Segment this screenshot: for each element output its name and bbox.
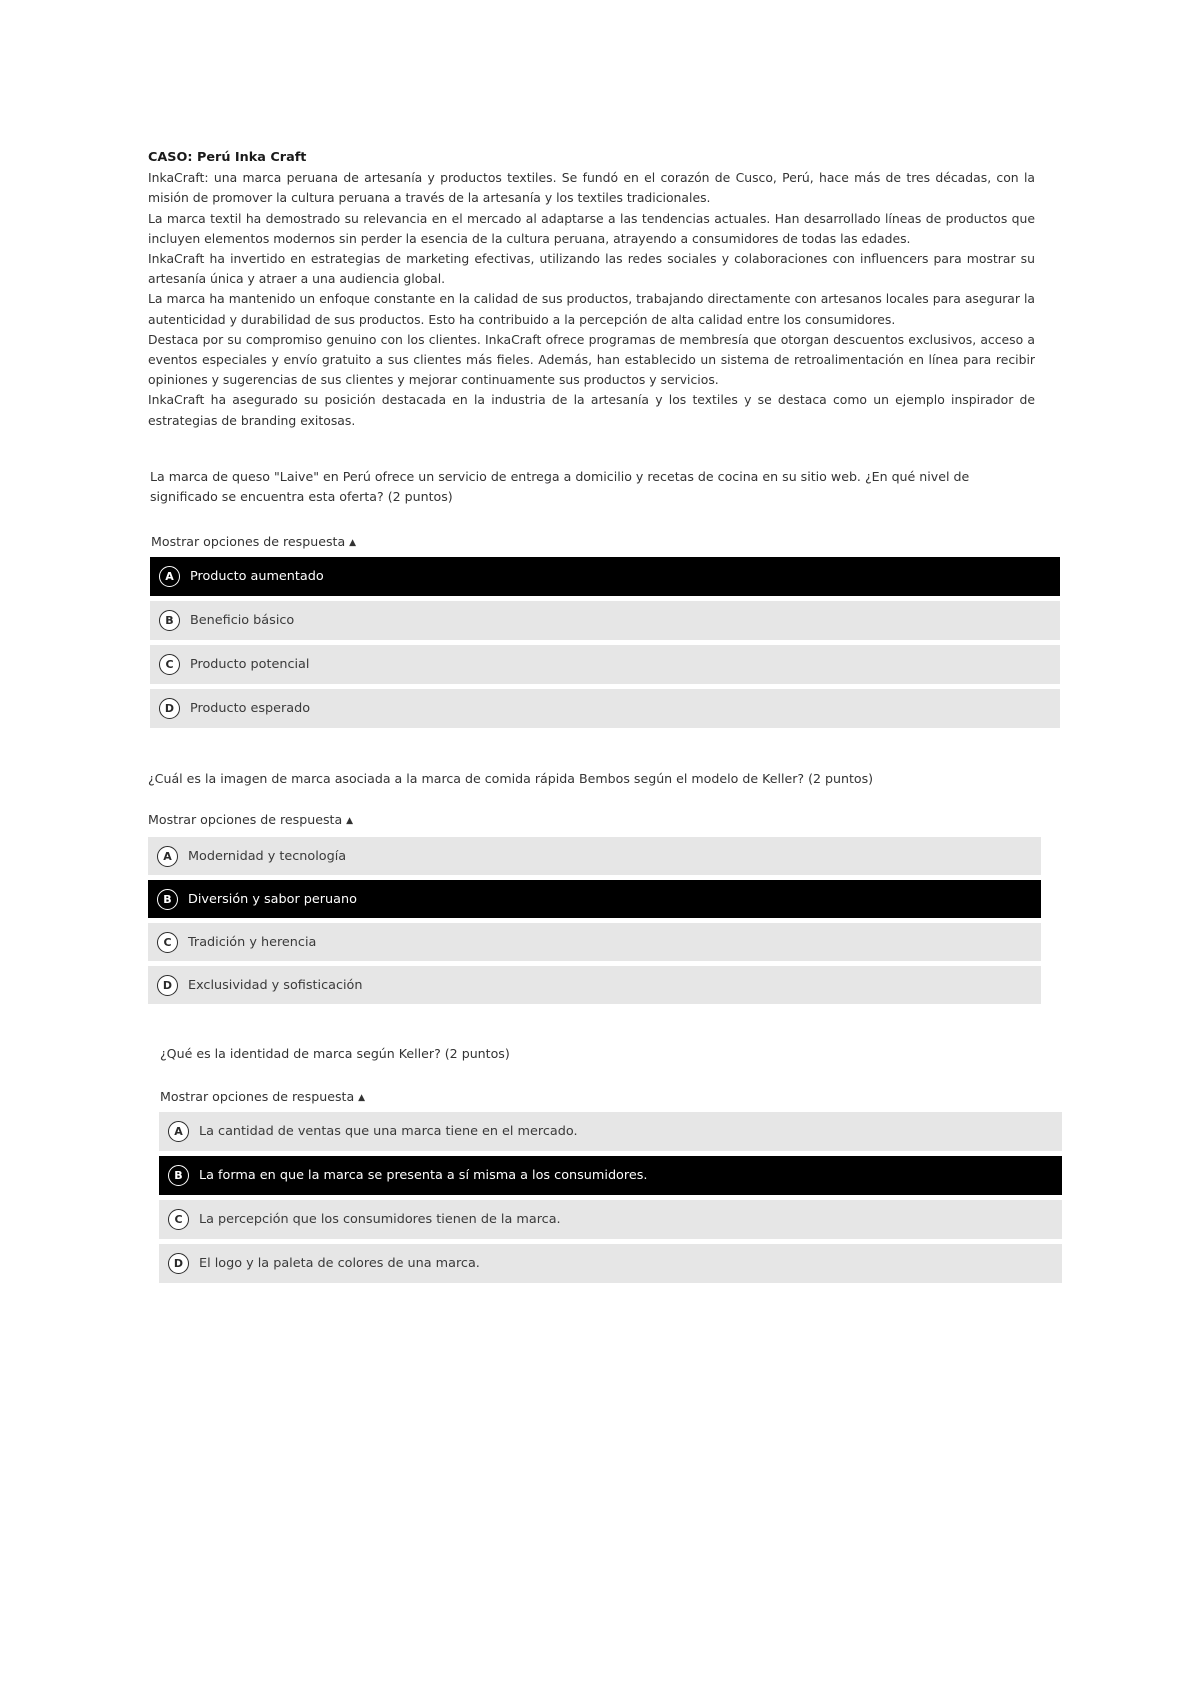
- option-letter-badge: B: [157, 889, 178, 910]
- option-label: Diversión y sabor peruano: [188, 891, 357, 907]
- case-paragraph: Destaca por su compromiso genuino con los clientes. InkaCraft ofrece programas de membresía que otorgan descuentos exclusivos, acceso a eventos especiales y envío gratuito a sus clientes más fieles. Además, han establecido un sistema de retroalimentación en línea para recibir opiniones y sugerencias de sus clientes y mejorar continuamente sus productos y servicios.: [148, 331, 1035, 388]
- option-b[interactable]: [159, 1156, 1062, 1195]
- option-letter-badge: C: [168, 1209, 189, 1230]
- option-letter-badge: A: [168, 1121, 189, 1142]
- option-a[interactable]: [159, 1112, 1062, 1151]
- option-label: Producto esperado: [190, 701, 311, 716]
- case-paragraph: InkaCraft: una marca peruana de artesanía y productos textiles. Se fundó en el corazón de Cusco, Perú, hace más de tres décadas, con la misión de promover la cultura peruana a través de la artesanía y los textiles tradicionales.: [148, 170, 1035, 206]
- option-label: La cantidad de ventas que una marca tiene en el mercado.: [199, 1124, 578, 1139]
- question-1-text: La marca de queso "Laive" en Perú ofrece un servicio de entrega a domicilio y recetas de cocina en su sitio web. ¿En qué nivel de significado se encuentra esta oferta? (2 puntos): [150, 469, 970, 504]
- case-paragraph: La marca textil ha demostrado su relevancia en el mercado al adaptarse a las tendencias actuales. Han desarrollado líneas de productos que incluyen elementos modernos sin perder la esencia de la cultura peruana, atrayendo a consumidores de todas las edades.: [148, 210, 1035, 246]
- option-label: Tradición y herencia: [188, 934, 317, 950]
- show-options-label: Mostrar opciones de respuesta: [151, 534, 346, 549]
- question-2-options: [148, 837, 1041, 1009]
- option-letter-badge: C: [157, 932, 178, 953]
- option-letter-badge: A: [159, 566, 180, 587]
- case-study: [148, 148, 1035, 431]
- show-options-toggle-2[interactable]: [148, 811, 353, 830]
- question-3-options: [159, 1112, 1062, 1288]
- chevron-up-icon: ▲: [349, 538, 357, 548]
- show-options-toggle-1[interactable]: [151, 533, 356, 552]
- chevron-up-icon: ▲: [346, 816, 354, 826]
- case-paragraph: InkaCraft ha invertido en estrategias de marketing efectivas, utilizando las redes sociales y colaboraciones con influencers para mostrar su artesanía única y atraer a una audiencia global.: [148, 251, 1035, 287]
- chevron-up-icon: ▲: [358, 1093, 366, 1103]
- option-b[interactable]: [148, 880, 1041, 918]
- option-letter-badge: C: [159, 654, 180, 675]
- option-label: Exclusividad y sofisticación: [188, 977, 363, 993]
- option-letter-badge: D: [157, 975, 178, 996]
- option-c[interactable]: [150, 645, 1060, 684]
- question-3-text: ¿Qué es la identidad de marca según Keller? (2 puntos): [160, 1046, 510, 1061]
- question-2-text: ¿Cuál es la imagen de marca asociada a la marca de comida rápida Bembos según el modelo de Keller? (2 puntos): [148, 771, 874, 786]
- option-c[interactable]: [159, 1200, 1062, 1239]
- case-paragraph: La marca ha mantenido un enfoque constante en la calidad de sus productos, trabajando directamente con artesanos locales para asegurar la autenticidad y durabilidad de sus productos. Esto ha contribuido a la percepción de alta calidad entre los consumidores.: [148, 291, 1035, 327]
- option-a[interactable]: [148, 837, 1041, 875]
- option-d[interactable]: [148, 966, 1041, 1004]
- option-letter-badge: A: [157, 846, 178, 867]
- option-label: El logo y la paleta de colores de una marca.: [199, 1256, 480, 1271]
- case-title: CASO: Perú Inka Craft: [148, 150, 307, 165]
- case-paragraph: InkaCraft ha asegurado su posición destacada en la industria de la artesanía y los textiles y se destaca como un ejemplo inspirador de estrategias de branding exitosas.: [148, 392, 1035, 428]
- option-label: La percepción que los consumidores tienen de la marca.: [199, 1212, 561, 1227]
- option-letter-badge: B: [168, 1165, 189, 1186]
- option-d[interactable]: [159, 1244, 1062, 1283]
- show-options-label: Mostrar opciones de respuesta: [148, 812, 343, 827]
- show-options-toggle-3[interactable]: [160, 1088, 365, 1107]
- option-d[interactable]: [150, 689, 1060, 728]
- option-b[interactable]: [150, 601, 1060, 640]
- option-c[interactable]: [148, 923, 1041, 961]
- option-label: Producto aumentado: [190, 569, 324, 584]
- option-label: Beneficio básico: [190, 613, 295, 628]
- option-letter-badge: D: [159, 698, 180, 719]
- question-1-options: [150, 557, 1060, 733]
- option-a[interactable]: [150, 557, 1060, 596]
- show-options-label: Mostrar opciones de respuesta: [160, 1089, 355, 1104]
- option-label: Modernidad y tecnología: [188, 848, 347, 864]
- option-letter-badge: B: [159, 610, 180, 631]
- option-label: La forma en que la marca se presenta a sí misma a los consumidores.: [199, 1168, 648, 1183]
- option-label: Producto potencial: [190, 657, 310, 672]
- option-letter-badge: D: [168, 1253, 189, 1274]
